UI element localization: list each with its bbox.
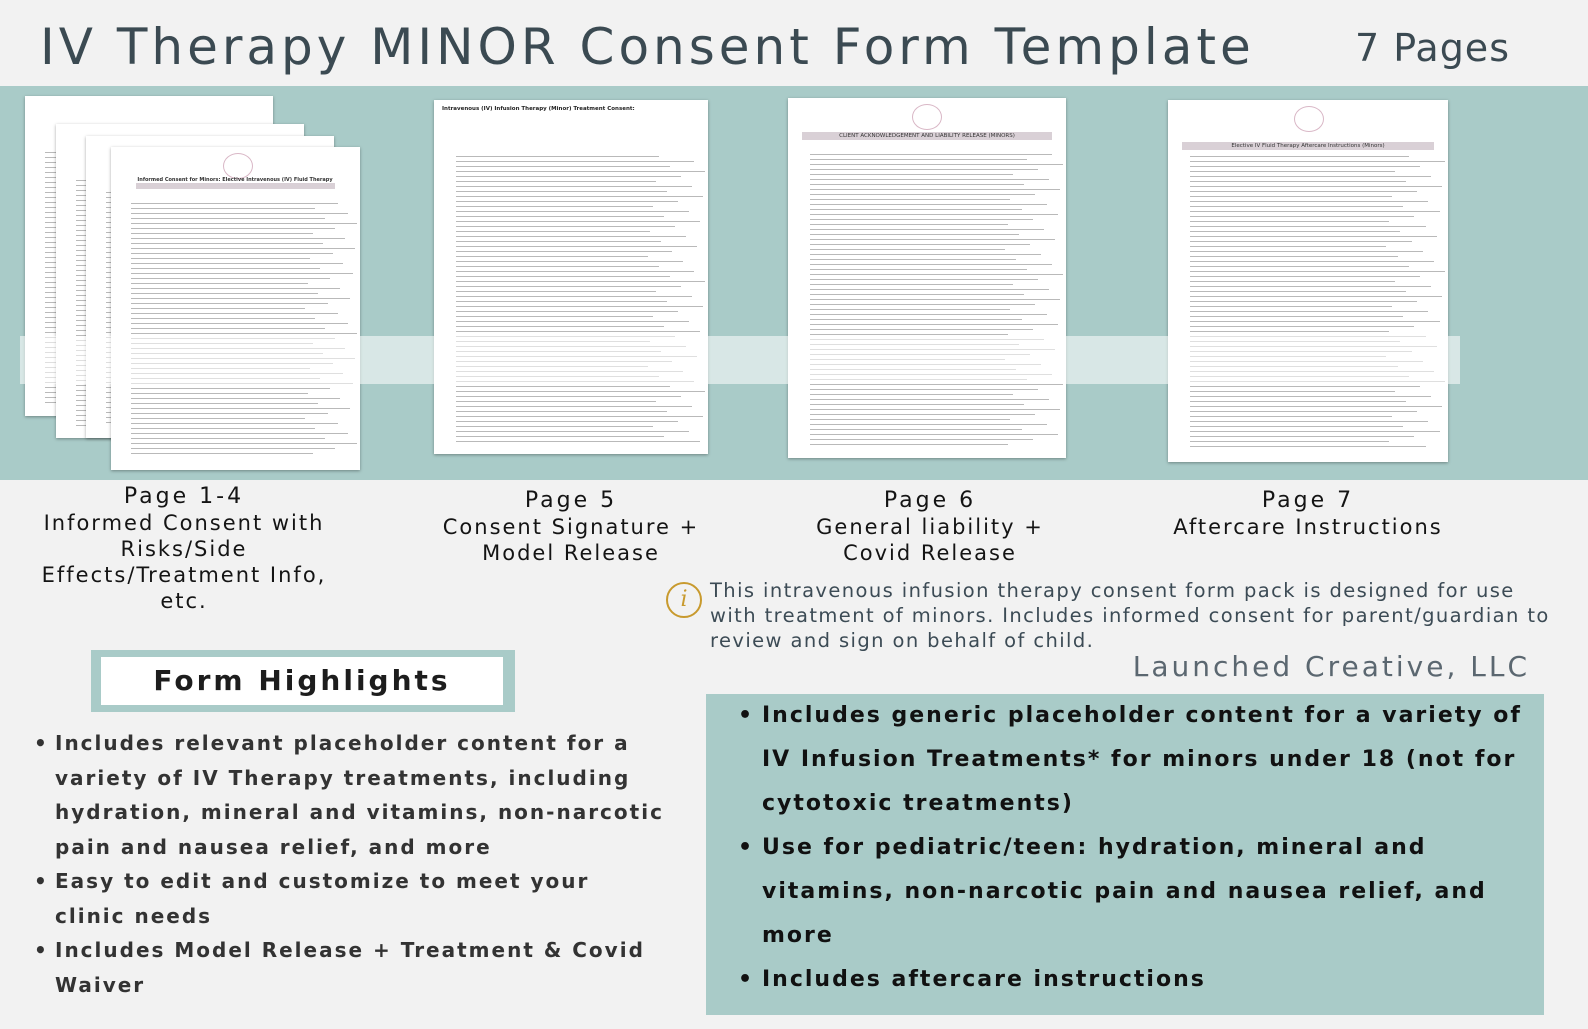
preview-doc-title: CLIENT ACKNOWLEDGEMENT AND LIABILITY RELEASE (MINORS) (802, 132, 1052, 140)
preview-text-line (810, 304, 1035, 305)
preview-text-line (131, 423, 338, 424)
page-label-1-4 (18, 484, 350, 614)
preview-text-line (131, 328, 325, 329)
preview-text-line (131, 303, 328, 304)
preview-text-line (131, 243, 323, 244)
preview-text-line (1190, 431, 1439, 432)
preview-text-line (456, 211, 689, 212)
list-item: • Includes Model Release + Treatment & Covid Waiver (28, 933, 668, 1002)
preview-text-line (1190, 331, 1389, 332)
preview-text-line (131, 283, 308, 284)
preview-text-line (1190, 181, 1406, 182)
preview-text-line (456, 416, 703, 417)
preview-text-line (1190, 271, 1445, 272)
preview-text-line (1190, 291, 1406, 292)
list-item: • Includes aftercare instructions (736, 958, 1536, 1002)
preview-text-line (810, 189, 1060, 190)
page-label-5 (438, 488, 704, 566)
preview-text-line (810, 299, 1060, 300)
preview-text-line (1190, 411, 1417, 412)
page-description: Informed Consent with Risks/Side Effects/Treatment Info, etc. (41, 511, 327, 613)
preview-text-line (131, 263, 343, 264)
preview-text-line (456, 316, 653, 317)
preview-text-line (810, 204, 1046, 205)
preview-text-line (131, 333, 358, 334)
preview-text-line (810, 399, 1049, 400)
preview-text-line (1190, 261, 1434, 262)
preview-text-line (1190, 251, 1422, 252)
preview-text-line (1190, 276, 1420, 277)
preview-text-line (1190, 286, 1431, 287)
preview-text-line (810, 184, 1024, 185)
preview-text-line (1190, 326, 1414, 327)
preview-text-line (810, 309, 1010, 310)
preview-text-line (1190, 201, 1428, 202)
preview-page-6 (788, 98, 1066, 458)
page-number: Page 1-4 (123, 484, 245, 509)
preview-text-line (1190, 421, 1428, 422)
preview-text-line (131, 218, 325, 219)
preview-text-line (810, 389, 1038, 390)
preview-text-line (810, 419, 1010, 420)
preview-text-line (131, 308, 305, 309)
preview-text-line (1190, 156, 1408, 157)
preview-text-line (456, 436, 664, 437)
preview-text-line (810, 289, 1049, 290)
preview-text-line (810, 334, 1007, 335)
preview-text-line (131, 213, 348, 214)
highlights-title-box (91, 650, 515, 712)
preview-text-line (456, 291, 656, 292)
preview-text-line (1190, 256, 1397, 257)
preview-text-line (1190, 196, 1392, 197)
preview-text-line (131, 253, 333, 254)
page-number: Page 7 (1261, 488, 1355, 513)
preview-text-line (1190, 266, 1408, 267)
preview-text-line (456, 321, 689, 322)
preview-text-line (1190, 226, 1425, 227)
logo-icon (912, 104, 942, 130)
preview-text-line (810, 254, 1041, 255)
preview-text-line (131, 273, 353, 274)
preview-text-line (456, 276, 670, 277)
preview-text-line (131, 293, 318, 294)
preview-text-line (131, 208, 315, 209)
preview-text-line (456, 311, 678, 312)
preview-text-line (456, 196, 703, 197)
logo-icon (1294, 106, 1324, 132)
info-text: This intravenous infusion therapy consent form pack is designed for use with treatment of minors. Includes informed consent for parent/guardian to review and sign on behalf of child. (710, 579, 1550, 652)
preview-text-line (131, 228, 335, 229)
preview-text-line (456, 156, 659, 157)
preview-text-line (456, 296, 692, 297)
features-box (706, 694, 1544, 1015)
preview-text-line (131, 203, 338, 204)
preview-text-line (810, 424, 1046, 425)
preview-text-line (456, 396, 681, 397)
preview-text-line (456, 261, 683, 262)
preview-text-line (1190, 401, 1406, 402)
preview-text-line (456, 441, 700, 442)
preview-text-line (810, 234, 1019, 235)
preview-text-line (810, 294, 1024, 295)
preview-text-line (456, 216, 664, 217)
preview-text-line (1190, 386, 1420, 387)
preview-text-line (810, 249, 1005, 250)
preview-text-line (810, 164, 1063, 165)
preview-text-line (131, 298, 350, 299)
preview-text-line (1190, 416, 1392, 417)
preview-text-line (131, 418, 305, 419)
preview-text-line (456, 226, 675, 227)
preview-text-line (1190, 221, 1389, 222)
preview-text-line (810, 269, 1027, 270)
preview-text-line (131, 443, 358, 444)
preview-text-line (131, 288, 340, 289)
page-description: Consent Signature + Model Release (442, 515, 700, 565)
preview-text-line (456, 431, 689, 432)
preview-text-line (810, 429, 1021, 430)
preview-text-line (456, 421, 678, 422)
header (0, 0, 1588, 86)
preview-text-line (456, 241, 662, 242)
preview-text-line (1190, 206, 1403, 207)
preview-text-line (1190, 246, 1386, 247)
preview-doc-title: Informed Consent for Minors: Elective Intravenous (IV) Fluid Therapy (137, 177, 333, 183)
preview-text-line (131, 433, 348, 434)
list-item: • Includes generic placeholder content for a variety of IV Infusion Treatments* for minors under 18 (not for cytotoxic treatments) (736, 694, 1536, 826)
page-label-6 (780, 488, 1080, 566)
preview-text-line (1190, 241, 1411, 242)
preview-text-line (456, 326, 664, 327)
preview-text-line (131, 248, 355, 249)
preview-text-line (810, 174, 1013, 175)
preview-text-line (131, 398, 340, 399)
preview-text-line (810, 239, 1055, 240)
preview-text-line (810, 194, 1035, 195)
preview-text-line (456, 186, 692, 187)
preview-text-line (1190, 306, 1392, 307)
preview-text-line (131, 323, 348, 324)
preview-text-line (1190, 161, 1445, 162)
preview-text-line (456, 271, 694, 272)
preview-text-line (810, 229, 1044, 230)
preview-text-line (1190, 391, 1394, 392)
preview-text-line (810, 219, 1032, 220)
page-label-7 (1160, 488, 1456, 540)
preview-text-line (1190, 406, 1442, 407)
preview-text-line (131, 453, 313, 454)
preview-text-line (810, 154, 1052, 155)
preview-text-line (810, 414, 1035, 415)
features-list (736, 694, 1536, 1002)
preview-text-line (1190, 321, 1439, 322)
preview-text-line (810, 329, 1032, 330)
preview-text-line (810, 259, 1016, 260)
preview-text-line (456, 201, 678, 202)
preview-text-line (810, 224, 1007, 225)
preview-text-line (456, 221, 700, 222)
highlights-title: Form Highlights (101, 657, 503, 705)
preview-text-line (456, 386, 670, 387)
preview-text-line (131, 313, 338, 314)
preview-text-line (131, 438, 325, 439)
preview-text-line (1190, 436, 1414, 437)
preview-text-line (1190, 166, 1420, 167)
highlights-list (28, 726, 668, 1002)
preview-text-line (131, 258, 310, 259)
preview-text-line (1190, 231, 1400, 232)
preview-text-line (456, 206, 653, 207)
preview-text-line (810, 169, 1038, 170)
preview-doc-title: Intravenous (IV) Infusion Therapy (Minor) Treatment Consent: (442, 106, 635, 112)
preview-text-line (1190, 211, 1439, 212)
preview-text-line (810, 284, 1013, 285)
preview-text-line (131, 223, 358, 224)
preview-text-line (810, 214, 1057, 215)
preview-text-line (456, 231, 651, 232)
preview-text-line (131, 408, 350, 409)
brand-name: Launched Creative, LLC (1132, 650, 1530, 683)
preview-text-line (131, 238, 345, 239)
preview-text-line (456, 281, 705, 282)
preview-text-line (810, 264, 1052, 265)
preview-text-line (456, 176, 681, 177)
preview-text-line (1190, 186, 1442, 187)
list-item: • Easy to edit and customize to meet your clinic needs (28, 864, 668, 933)
preview-text-line (456, 181, 656, 182)
preview-text-line (456, 331, 700, 332)
page-count: 7 Pages (1354, 26, 1510, 70)
preview-text-line (131, 413, 328, 414)
preview-text-line (810, 434, 1057, 435)
preview-text-line (131, 428, 315, 429)
preview-text-line (456, 246, 697, 247)
preview-text-line (131, 233, 313, 234)
preview-text-line (131, 388, 330, 389)
logo-icon (223, 153, 253, 179)
preview-text-line (131, 318, 315, 319)
preview-band (0, 86, 1588, 480)
preview-text-line (1190, 296, 1442, 297)
preview-text-line (456, 166, 670, 167)
preview-text-line (810, 319, 1021, 320)
page-number: Page 5 (524, 488, 618, 513)
preview-text-line (1190, 176, 1431, 177)
preview-text-line (810, 384, 1063, 385)
preview-text-line (810, 159, 1027, 160)
page-title: IV Therapy MINOR Consent Form Template (40, 18, 1255, 76)
watermark-strip (20, 336, 1460, 384)
page-description: Aftercare Instructions (1173, 515, 1443, 539)
preview-text-line (810, 439, 1032, 440)
preview-text-line (1190, 281, 1394, 282)
preview-text-line (456, 266, 659, 267)
preview-text-line (810, 394, 1013, 395)
preview-text-line (456, 406, 692, 407)
preview-text-line (810, 444, 1007, 445)
preview-text-line (456, 191, 667, 192)
preview-text-line (810, 409, 1060, 410)
preview-text-line (1190, 171, 1394, 172)
preview-doc-title: Elective IV Fluid Therapy Aftercare Instructions (Minors) (1182, 142, 1434, 150)
preview-text-line (1190, 311, 1428, 312)
preview-text-line (456, 301, 667, 302)
info-icon: i (666, 582, 702, 618)
list-item: • Use for pediatric/teen: hydration, mineral and vitamins, non-narcotic pain and nausea relief, and more (736, 826, 1536, 958)
preview-text-line (810, 209, 1021, 210)
preview-page-5 (434, 100, 708, 454)
preview-text-line (1190, 216, 1414, 217)
preview-text-line (131, 268, 320, 269)
preview-text-line (456, 411, 667, 412)
preview-text-line (1190, 301, 1417, 302)
preview-text-line (810, 274, 1063, 275)
preview-text-line (456, 171, 705, 172)
preview-text-line (810, 199, 1010, 200)
preview-text-line (810, 244, 1030, 245)
preview-text-line (456, 161, 694, 162)
preview-text-line (456, 306, 703, 307)
preview-text-line (1190, 446, 1425, 447)
preview-text-line (1190, 236, 1436, 237)
preview-text-line (131, 403, 318, 404)
preview-text-line (456, 286, 681, 287)
preview-text-line (1190, 441, 1389, 442)
preview-text-line (810, 314, 1046, 315)
preview-page-7 (1168, 100, 1448, 462)
preview-text-line (456, 256, 648, 257)
preview-text-line (456, 401, 656, 402)
preview-text-line (1190, 191, 1417, 192)
preview-text-line (810, 179, 1049, 180)
preview-text-line (131, 278, 330, 279)
preview-text-line (810, 324, 1057, 325)
preview-page-4 (111, 147, 360, 470)
preview-text-line (1190, 396, 1431, 397)
preview-text-line (810, 404, 1024, 405)
preview-text-line (1190, 426, 1403, 427)
preview-text-line (810, 279, 1038, 280)
preview-text-line (131, 393, 308, 394)
list-item: • Includes relevant placeholder content for a variety of IV Therapy treatments, including hydration, mineral and vitamins, non-narcotic pain and nausea relief, and more (28, 726, 668, 864)
page-number: Page 6 (883, 488, 977, 513)
page-description: General liability + Covid Release (816, 515, 1044, 565)
preview-text-line (456, 236, 686, 237)
preview-text-line (456, 426, 653, 427)
preview-text-line (456, 391, 705, 392)
preview-text-line (131, 448, 335, 449)
preview-text-line (1190, 316, 1403, 317)
preview-text-line (456, 251, 672, 252)
